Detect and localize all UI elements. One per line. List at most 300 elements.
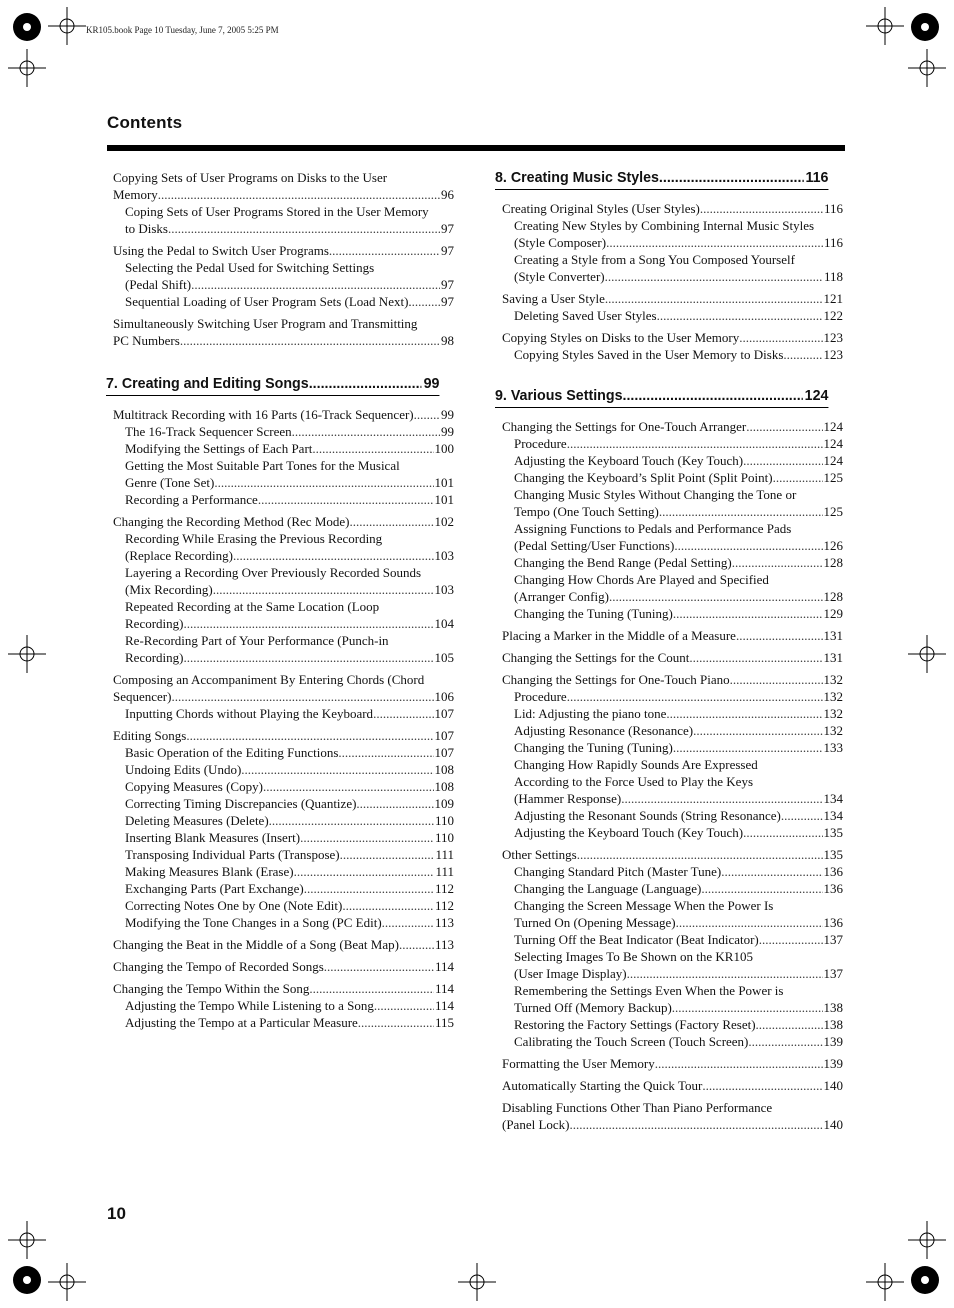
toc-entry[interactable] — [113, 423, 454, 440]
toc-entry-page: 113 — [434, 937, 454, 952]
toc-entry[interactable] — [502, 863, 843, 880]
dot-leader — [312, 440, 433, 457]
dot-leader — [399, 936, 434, 953]
toc-entry-title: Changing the Settings for One-Touch Piano — [502, 672, 730, 687]
toc-entry-page: 124 — [823, 436, 843, 451]
dot-leader — [338, 744, 433, 761]
toc-entry-text: Disabling Functions Other Than Piano Performance — [502, 1100, 773, 1115]
toc-entry-page: 129 — [823, 606, 843, 621]
section-heading-8[interactable] — [495, 169, 828, 190]
toc-entry-page: 134 — [823, 808, 843, 823]
toc-entry-title: Recording) — [125, 616, 184, 631]
toc-entry[interactable] — [502, 469, 843, 486]
toc-entry-text: Coping Sets of User Programs Stored in the User Memory — [125, 204, 429, 219]
dot-leader — [241, 761, 433, 778]
toc-entry-page: 132 — [823, 723, 843, 738]
toc-entry-page: 137 — [823, 966, 843, 981]
toc-entry[interactable] — [113, 936, 454, 953]
toc-entry[interactable] — [502, 554, 843, 571]
dot-leader — [781, 807, 823, 824]
toc-entry-page: 114 — [434, 998, 454, 1013]
dot-leader — [621, 790, 822, 807]
toc-entry-title: Inserting Blank Measures (Insert) — [125, 830, 301, 845]
toc-entry-page: 104 — [434, 616, 454, 631]
dot-leader — [191, 276, 440, 293]
toc-entry-title: Recording a Performance — [125, 492, 258, 507]
toc-entry[interactable] — [113, 761, 454, 778]
toc-entry-page: 131 — [823, 650, 843, 665]
toc-entry[interactable] — [502, 756, 843, 807]
dot-leader — [759, 931, 823, 948]
toc-entry[interactable] — [502, 520, 843, 554]
toc-entry-page: 114 — [434, 959, 454, 974]
toc-entry-title: Changing the Recording Method (Rec Mode) — [113, 514, 350, 529]
toc-entry[interactable] — [113, 315, 454, 349]
toc-entry-title: (Pedal Setting/User Functions) — [514, 538, 675, 553]
toc-entry[interactable] — [502, 435, 843, 452]
page-title: Contents — [107, 113, 183, 132]
toc-entry[interactable] — [502, 200, 843, 217]
toc-entry[interactable] — [502, 329, 843, 346]
toc-entry-text: Simultaneously Switching User Program and Transmitting — [113, 316, 418, 331]
dot-leader — [292, 423, 440, 440]
toc-entry-page: 136 — [823, 881, 843, 896]
toc-entry[interactable] — [502, 897, 843, 931]
dot-leader — [412, 293, 440, 310]
toc-entry-page: 138 — [823, 1000, 843, 1015]
toc-entry-page: 125 — [823, 504, 843, 519]
toc-entry-title: The 16-Track Sequencer Screen — [125, 424, 292, 439]
dot-leader — [773, 469, 823, 486]
toc-entry[interactable] — [502, 1099, 843, 1133]
toc-entry-page: 102 — [434, 514, 454, 529]
toc-entry-page: 135 — [823, 847, 843, 862]
toc-entry-text: Creating New Styles by Combining Internal Music Styles — [514, 218, 815, 233]
dot-leader — [168, 220, 440, 237]
toc-entry-page: 97 — [441, 277, 454, 292]
toc-entry-title: Inputting Chords without Playing the Keyboard — [125, 706, 374, 721]
toc-entry-page: 101 — [434, 492, 454, 507]
dot-leader — [700, 200, 823, 217]
dot-leader — [269, 812, 434, 829]
toc-entry-text: Composing an Accompaniment By Entering Chords (Chord — [113, 672, 425, 687]
dot-leader — [567, 435, 823, 452]
toc-entry-page: 138 — [823, 1017, 843, 1032]
toc-entry-text: Changing How Chords Are Played and Specified — [514, 572, 769, 587]
left-column — [106, 169, 454, 1031]
toc-entry-title: to Disks — [125, 221, 168, 236]
toc-entry[interactable] — [502, 880, 843, 897]
dot-leader — [567, 688, 823, 705]
toc-entry[interactable] — [502, 627, 843, 644]
toc-entry[interactable] — [502, 346, 843, 363]
toc-entry-page: 116 — [823, 201, 843, 216]
section-heading-7[interactable] — [106, 375, 439, 396]
dot-leader — [183, 615, 433, 632]
toc-entry-title: Changing the Beat in the Middle of a Song (Beat Map) — [113, 937, 399, 952]
toc-entry-page: 101 — [434, 475, 454, 490]
toc-entry[interactable] — [113, 863, 454, 880]
toc-entry[interactable] — [113, 632, 454, 666]
toc-entry[interactable] — [502, 217, 843, 251]
toc-entry[interactable] — [113, 671, 454, 705]
toc-entry[interactable] — [113, 457, 454, 491]
toc-entry-title: PC Numbers — [113, 333, 180, 348]
dot-leader — [739, 329, 822, 346]
toc-entry[interactable] — [113, 744, 454, 761]
toc-entry-title: Changing the Keyboard’s Split Point (Split Point) — [514, 470, 773, 485]
dot-leader — [673, 605, 823, 622]
toc-entry-page: 126 — [823, 538, 843, 553]
section-title: 7. Creating and Editing Songs — [106, 375, 309, 392]
toc-entry-page: 97 — [441, 294, 454, 309]
section-page: 116 — [805, 169, 829, 186]
dot-leader — [263, 778, 434, 795]
dot-leader — [666, 705, 822, 722]
toc-entry-title: Procedure — [514, 689, 567, 704]
dot-leader — [701, 880, 822, 897]
dot-leader — [309, 980, 434, 997]
toc-entry-title: Using the Pedal to Switch User Programs — [113, 243, 329, 258]
toc-entry-page: 116 — [823, 235, 843, 250]
toc-entry[interactable] — [113, 914, 454, 931]
toc-entry-page: 132 — [823, 672, 843, 687]
toc-entry-page: 108 — [434, 762, 454, 777]
toc-entry-page: 109 — [434, 796, 454, 811]
dot-leader — [300, 829, 434, 846]
toc-entry-page: 113 — [434, 915, 454, 930]
dot-leader — [730, 671, 823, 688]
toc-entry-title: Changing the Settings for One-Touch Arranger — [502, 419, 747, 434]
toc-entry-title: Editing Songs — [113, 728, 187, 743]
dot-leader — [374, 997, 434, 1014]
toc-entry-title: Adjusting the Tempo While Listening to a Song — [125, 998, 374, 1013]
toc-entry-text: Layering a Recording Over Previously Recorded Sounds — [125, 565, 422, 580]
dot-leader — [329, 242, 440, 259]
toc-entry[interactable] — [113, 880, 454, 897]
dot-leader — [659, 503, 823, 520]
toc-entry-title: Deleting Saved User Styles — [514, 308, 657, 323]
dot-leader — [605, 290, 823, 307]
toc-entry-page: 112 — [434, 898, 454, 913]
dot-leader — [627, 965, 823, 982]
dot-leader — [349, 513, 433, 530]
toc-entry-title: Recording) — [125, 650, 184, 665]
toc-entry[interactable] — [113, 564, 454, 598]
dot-leader — [414, 406, 440, 423]
toc-entry-title: Formatting the User Memory — [502, 1056, 655, 1071]
file-info-header: KR105.book Page 10 Tuesday, June 7, 2005 5:25 PM — [86, 25, 279, 35]
toc-entry-text: Changing How Rapidly Sounds Are Expressed — [514, 757, 758, 772]
toc-entry-text: Selecting the Pedal Used for Switching Settings — [125, 260, 375, 275]
toc-entry-title: Changing the Tempo of Recorded Songs — [113, 959, 324, 974]
dot-leader — [732, 554, 823, 571]
toc-entry[interactable] — [502, 1055, 843, 1072]
toc-entry-text: Getting the Most Suitable Part Tones for the Musical — [125, 458, 400, 473]
toc-entry[interactable] — [502, 982, 843, 1016]
toc-entry[interactable] — [113, 705, 454, 722]
toc-entry[interactable] — [502, 418, 843, 435]
toc-entry-title: Transposing Individual Parts (Transpose) — [125, 847, 340, 862]
toc-entry[interactable] — [113, 242, 454, 259]
toc-entry-page: 122 — [823, 308, 843, 323]
toc-entry[interactable] — [502, 1077, 843, 1094]
toc-entry-page: 105 — [434, 650, 454, 665]
toc-entry-title: (Pedal Shift) — [125, 277, 192, 292]
section-page: 99 — [423, 375, 440, 392]
toc-entry-page: 108 — [434, 779, 454, 794]
toc-entry-page: 136 — [823, 915, 843, 930]
toc-entry[interactable] — [113, 846, 454, 863]
toc-entry-title: (Arranger Config) — [514, 589, 609, 604]
toc-entry[interactable] — [502, 846, 843, 863]
toc-entry-page: 107 — [434, 728, 454, 743]
toc-entry[interactable] — [113, 812, 454, 829]
toc-entry[interactable] — [502, 807, 843, 824]
toc-entry-page: 123 — [823, 347, 843, 362]
dot-leader — [340, 846, 435, 863]
toc-entry-title: Correcting Notes One by One (Note Edit) — [125, 898, 343, 913]
dot-leader — [258, 491, 434, 508]
toc-entry[interactable] — [113, 406, 454, 423]
dot-leader — [577, 846, 823, 863]
toc-entry-page: 103 — [434, 548, 454, 563]
toc-entry-title: Changing the Bend Range (Pedal Setting) — [514, 555, 732, 570]
toc-entry[interactable] — [502, 649, 843, 666]
toc-entry-title: (Style Converter) — [514, 269, 605, 284]
toc-entry[interactable] — [113, 829, 454, 846]
toc-entry-page: 136 — [823, 864, 843, 879]
section-title: 9. Various Settings — [495, 387, 623, 404]
dot-leader — [342, 897, 434, 914]
toc-entry-page: 100 — [434, 441, 454, 456]
toc-entry-page: 99 — [441, 407, 454, 422]
toc-entry-title: Changing the Tempo Within the Song — [113, 981, 310, 996]
toc-entry-title: (Style Composer) — [514, 235, 607, 250]
toc-entry[interactable] — [502, 722, 843, 739]
page-number: 10 — [107, 1204, 126, 1223]
toc-entry-title: Changing the Settings for the Count — [502, 650, 690, 665]
toc-entry-page: 134 — [823, 791, 843, 806]
toc-entry-title: Deleting Measures (Delete) — [125, 813, 269, 828]
dot-leader — [180, 332, 440, 349]
toc-entry-page: 131 — [823, 628, 843, 643]
toc-entry-title: Modifying the Tone Changes in a Song (PC Edit) — [125, 915, 382, 930]
toc-entry[interactable] — [113, 997, 454, 1014]
toc-entry-page: 128 — [823, 555, 843, 570]
toc-entry-title: Adjusting Resonance (Resonance) — [514, 723, 694, 738]
left-top-entries — [113, 169, 454, 349]
toc-entry-text: Copying Sets of User Programs on Disks to the User — [113, 170, 388, 185]
toc-entry-page: 135 — [823, 825, 843, 840]
toc-entry-text: Changing Music Styles Without Changing the Tone or — [514, 487, 797, 502]
toc-entry-page: 137 — [823, 932, 843, 947]
toc-entry-title: Adjusting the Resonant Sounds (String Resonance) — [514, 808, 781, 823]
dot-leader — [171, 688, 433, 705]
toc-entry[interactable] — [502, 605, 843, 622]
section-8-entries — [502, 200, 843, 363]
toc-entry[interactable] — [113, 1014, 454, 1031]
dot-leader — [373, 705, 433, 722]
toc-entry-page: 97 — [441, 243, 454, 258]
toc-entry[interactable] — [502, 486, 843, 520]
toc-entry-title: Turned Off (Memory Backup) — [514, 1000, 672, 1015]
toc-entry-title: Turning Off the Beat Indicator (Beat Indicator) — [514, 932, 759, 947]
toc-entry[interactable] — [502, 739, 843, 756]
toc-entry[interactable] — [113, 440, 454, 457]
dot-leader — [743, 824, 822, 841]
dot-leader — [676, 914, 823, 931]
toc-entry-title: Tempo (One Touch Setting) — [514, 504, 659, 519]
toc-entry-title: Placing a Marker in the Middle of a Measure — [502, 628, 736, 643]
toc-entry-page: 111 — [435, 847, 454, 862]
toc-entry-page: 115 — [434, 1015, 454, 1030]
dot-leader — [570, 1116, 823, 1133]
toc-entry-page: 140 — [823, 1117, 843, 1132]
toc-entry-page: 132 — [823, 706, 843, 721]
toc-entry[interactable] — [502, 251, 843, 285]
toc-entry[interactable] — [502, 671, 843, 688]
toc-entry[interactable] — [113, 795, 454, 812]
dot-leader — [702, 1077, 822, 1094]
toc-entry[interactable] — [113, 513, 454, 530]
toc-entry-title: Adjusting the Keyboard Touch (Key Touch) — [514, 453, 744, 468]
toc-entry[interactable] — [113, 530, 454, 564]
toc-entry[interactable] — [502, 1016, 843, 1033]
toc-entry-text: Creating a Style from a Song You Composed Yourself — [514, 252, 795, 267]
toc-entry[interactable] — [113, 259, 454, 293]
toc-entry[interactable] — [502, 1033, 843, 1050]
toc-entry-page: 110 — [434, 813, 454, 828]
dot-leader — [721, 863, 822, 880]
dot-leader — [743, 452, 822, 469]
toc-entry-title: Lid: Adjusting the piano tone — [514, 706, 667, 721]
toc-entry-title: Modifying the Settings of Each Part — [125, 441, 313, 456]
dot-leader — [304, 880, 434, 897]
section-title: 8. Creating Music Styles — [495, 169, 659, 186]
toc-entry-page: 121 — [823, 291, 843, 306]
toc-entry-page: 140 — [823, 1078, 843, 1093]
toc-entry[interactable] — [113, 727, 454, 744]
toc-entry-page: 125 — [823, 470, 843, 485]
dot-leader — [736, 627, 823, 644]
toc-entry[interactable] — [502, 931, 843, 948]
toc-entry-title: Copying Measures (Copy) — [125, 779, 263, 794]
toc-entry-title: Creating Original Styles (User Styles) — [502, 201, 700, 216]
toc-entry-title: Saving a User Style — [502, 291, 605, 306]
dot-leader — [756, 1016, 823, 1033]
dot-leader — [214, 474, 433, 491]
toc-entry[interactable] — [113, 598, 454, 632]
dot-leader — [657, 307, 823, 324]
toc-entry-page: 128 — [823, 589, 843, 604]
toc-entry-text: Selecting Images To Be Shown on the KR105 — [514, 949, 753, 964]
toc-entry-page: 110 — [434, 830, 454, 845]
toc-entry-title: Adjusting the Tempo at a Particular Measure — [125, 1015, 358, 1030]
toc-entry[interactable] — [113, 293, 454, 310]
toc-entry[interactable] — [502, 307, 843, 324]
section-7-entries — [113, 406, 454, 1031]
toc-entry-text: Assigning Functions to Pedals and Performance Pads — [514, 521, 792, 536]
toc-entry-title: Correcting Timing Discrepancies (Quantize) — [125, 796, 357, 811]
toc-entry-text: Recording While Erasing the Previous Recording — [125, 531, 383, 546]
toc-entry[interactable] — [113, 980, 454, 997]
toc-entry-page: 114 — [434, 981, 454, 996]
toc-entry-title: Changing the Tuning (Tuning) — [514, 740, 673, 755]
dot-leader — [356, 795, 433, 812]
toc-entry-title: (User Image Display) — [514, 966, 627, 981]
toc-entry-page: 103 — [434, 582, 454, 597]
toc-entry[interactable] — [113, 897, 454, 914]
toc-entry[interactable] — [502, 688, 843, 705]
toc-entry-title: Making Measures Blank (Erase) — [125, 864, 294, 879]
toc-entry-text: Remembering the Settings Even When the Power is — [514, 983, 784, 998]
dot-leader — [158, 186, 440, 203]
toc-entry[interactable] — [113, 778, 454, 795]
dot-leader — [382, 914, 434, 931]
toc-entry-title: Multitrack Recording with 16 Parts (16-Track Sequencer) — [113, 407, 414, 422]
toc-entry-title: Undoing Edits (Undo) — [125, 762, 242, 777]
toc-entry-page: 124 — [823, 419, 843, 434]
dot-leader — [672, 999, 823, 1016]
toc-entry[interactable] — [502, 824, 843, 841]
toc-entry[interactable] — [502, 948, 843, 982]
toc-entry-title: Memory — [113, 187, 158, 202]
section-9-entries — [502, 418, 843, 1133]
toc-entry-title: Calibrating the Touch Screen (Touch Screen) — [514, 1034, 749, 1049]
toc-entry[interactable] — [502, 705, 843, 722]
toc-entry[interactable] — [113, 203, 454, 237]
toc-entry-page: 107 — [434, 745, 454, 760]
toc-entry[interactable] — [113, 958, 454, 975]
toc-entry-page: 107 — [434, 706, 454, 721]
toc-entry-page: 99 — [441, 424, 454, 439]
dot-leader — [783, 346, 822, 363]
toc-entry-title: Procedure — [514, 436, 567, 451]
toc-entry-title: Other Settings — [502, 847, 577, 862]
toc-entry-text: Re-Recording Part of Your Performance (Punch-in — [125, 633, 389, 648]
toc-entry-page: 123 — [823, 330, 843, 345]
dot-leader — [294, 863, 435, 880]
toc-entry-page: 98 — [441, 333, 454, 348]
toc-entry-title: Basic Operation of the Editing Functions — [125, 745, 339, 760]
section-heading-9[interactable] — [495, 387, 828, 408]
toc-entry-text: Repeated Recording at the Same Location (Loop — [125, 599, 380, 614]
toc-entry-page: 133 — [823, 740, 843, 755]
toc-entry[interactable] — [502, 571, 843, 605]
toc-entry-title: (Hammer Response) — [514, 791, 622, 806]
toc-entry-page: 139 — [823, 1056, 843, 1071]
toc-entry-title: Automatically Starting the Quick Tour — [502, 1078, 703, 1093]
right-column — [495, 169, 843, 1133]
toc-entry-title: Copying Styles on Disks to the User Memory — [502, 330, 740, 345]
dot-leader — [324, 958, 434, 975]
toc-entry-title: Changing Standard Pitch (Master Tune) — [514, 864, 722, 879]
toc-entry-title: (Mix Recording) — [125, 582, 213, 597]
dot-leader — [358, 1014, 434, 1031]
toc-entry[interactable] — [113, 169, 454, 203]
toc-entry-title: Sequencer) — [113, 689, 172, 704]
toc-entry-title: Exchanging Parts (Part Exchange) — [125, 881, 304, 896]
toc-entry[interactable] — [113, 491, 454, 508]
dot-leader — [746, 418, 822, 435]
dot-leader — [186, 727, 433, 744]
toc-entry-page: 111 — [435, 864, 454, 879]
dot-leader — [605, 268, 823, 285]
toc-entry[interactable] — [502, 290, 843, 307]
toc-entry[interactable] — [502, 452, 843, 469]
dot-leader — [655, 1055, 823, 1072]
